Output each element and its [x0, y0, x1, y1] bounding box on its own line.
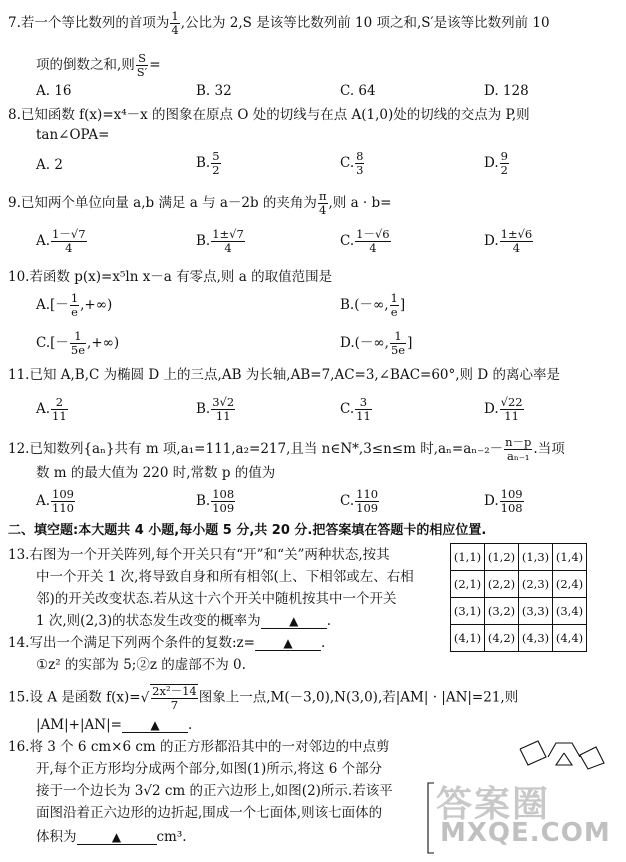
q11-option-c	[340, 396, 373, 423]
q15-frac	[150, 684, 198, 712]
grid-cell: (4,1)	[451, 625, 485, 652]
q10-b-frac	[390, 292, 399, 319]
q8-b-frac	[211, 150, 220, 177]
q14-line2: ①z² 的实部为 5;②z 的虚部不为 0.	[36, 657, 246, 673]
q12-b-num: 108	[212, 487, 235, 501]
q12-frac-num: n－p	[505, 435, 532, 449]
fig-piece	[580, 747, 604, 769]
q13-end: .	[326, 613, 331, 629]
grid-row	[451, 571, 587, 598]
q10-c-pre: C.[－	[36, 335, 69, 351]
grid-cell: (4,2)	[485, 625, 519, 652]
q8-c-label: C.	[340, 155, 355, 171]
q11-c-num: 3	[355, 396, 372, 410]
q12-d-frac	[500, 488, 524, 515]
q9-frac-num: π	[318, 189, 327, 203]
q8-b-num: 5	[212, 149, 220, 163]
triangle-icon: ▲	[150, 718, 160, 732]
q13-line1: 13.右图为一个开关阵列,每个开关只有“开”和“关”两种状态,按其	[8, 547, 390, 563]
q11-c-den: 11	[356, 409, 371, 423]
q10-c-den: 5e	[70, 343, 86, 357]
q7-option-a: A. 16	[36, 83, 72, 99]
q9-text-b: ,则 a · b=	[328, 195, 392, 211]
q9-line1	[8, 190, 391, 217]
q10-d-pre: D.(－∞,	[340, 335, 389, 351]
grid-cell: (2,3)	[519, 571, 553, 598]
q11-d-den: 11	[504, 409, 519, 423]
q12-a-den: 110	[52, 501, 74, 515]
q12-c-frac	[355, 488, 379, 515]
q11-option-a	[36, 396, 69, 423]
q7-option-c: C. 64	[340, 83, 376, 99]
q9-option-d	[484, 228, 534, 255]
q14-text-a: 14.写出一个满足下列两个条件的复数:z=	[8, 635, 255, 651]
q12-a-frac	[51, 488, 75, 515]
q10-c-post: ,+∞)	[87, 335, 120, 351]
q12-a-label: A.	[36, 493, 51, 509]
q9-d-label: D.	[484, 233, 499, 249]
q12-line1	[8, 436, 565, 463]
q10-a-frac	[70, 292, 79, 319]
q10-a-pre: A.[－	[36, 297, 69, 313]
q14-answer-blank[interactable]	[255, 636, 321, 651]
q9-c-num: 1－√6	[356, 227, 390, 241]
q10-line1: 10.若函数 p(x)=x⁵ln x－a 有零点,则 a 的取值范围是	[8, 269, 333, 285]
q9-c-den: 4	[369, 241, 377, 255]
q7-frac1-den: 4	[171, 23, 179, 37]
q11-b-den: 11	[215, 409, 231, 423]
fig-piece	[520, 741, 546, 765]
q9-c-frac	[355, 228, 390, 255]
q7-frac2-num: S	[136, 52, 149, 66]
q10-option-a	[36, 292, 112, 319]
switch-grid	[450, 543, 587, 652]
q11-b-frac	[211, 396, 235, 423]
q12-option-a	[36, 488, 76, 515]
q13-line2: 中一个开关 1 次,将导致自身和所有相邻(上、下相邻或左、右相	[36, 569, 414, 585]
q11-d-frac	[500, 396, 524, 423]
q8-c-num: 8	[356, 149, 364, 163]
q9-a-frac	[51, 228, 86, 255]
q9-a-label: A.	[36, 233, 51, 249]
grid-cell: (1,1)	[451, 544, 485, 571]
q11-d-num: √22	[500, 395, 523, 409]
q12-a-num: 109	[52, 487, 74, 501]
q13-text-d: 1 次,则(2,3)的状态发生改变的概率为	[36, 613, 261, 629]
q7-text-d: =	[149, 57, 161, 73]
q8-b-label: B.	[196, 155, 211, 171]
q15-text-b: 图象上一点,M(－3,0),N(3,0),若|AM| · |AN|=21,则	[198, 689, 519, 706]
q8-c-den: 3	[356, 163, 364, 177]
q8-c-frac	[355, 150, 364, 177]
q11-d-label: D.	[484, 401, 499, 417]
grid-cell: (1,3)	[519, 544, 553, 571]
q11-option-b	[196, 396, 236, 423]
q12-c-num: 110	[356, 487, 379, 501]
q12-b-frac	[211, 488, 235, 515]
grid-row	[451, 598, 587, 625]
q10-a-num: 1	[70, 291, 79, 305]
grid-row	[451, 544, 587, 571]
q12-b-den: 109	[212, 501, 235, 515]
q16-line5	[36, 828, 187, 846]
q7-line1	[8, 10, 550, 37]
q9-b-den: 4	[224, 241, 232, 255]
q10-option-d	[340, 330, 412, 357]
q15-line1	[8, 684, 518, 712]
q9-a-num: 1－√7	[52, 227, 86, 241]
grid-cell: (1,2)	[485, 544, 519, 571]
q16-line1: 16.将 3 个 6 cm×6 cm 的正方形都沿其中的一对邻边的中点剪	[8, 739, 390, 755]
q15-line2	[36, 716, 192, 734]
grid-cell: (4,4)	[553, 625, 587, 652]
grid-cell: (3,1)	[451, 598, 485, 625]
q7-text-c: 项的倒数之和,则	[36, 57, 135, 73]
q16-text-e: 体积为	[36, 829, 77, 845]
q15-text-a: 15.设 A 是函数 f(x)=	[8, 689, 141, 706]
q10-d-frac	[390, 330, 406, 357]
q7-text-a: 7.若一个等比数列的首项为	[8, 15, 170, 31]
q15-answer-blank[interactable]	[122, 718, 188, 733]
q9-frac	[318, 190, 328, 217]
q16-line3: 接于一个边长为 3√2 cm 的正六边形上,如图(2)所示.若该平	[36, 783, 393, 799]
q11-a-num: 2	[51, 396, 68, 410]
q9-text-a: 9.已知两个单位向量 a,b 满足 a 与 a－2b 的夹角为	[8, 195, 317, 211]
q11-c-label: C.	[340, 401, 355, 417]
q10-b-num: 1	[390, 291, 398, 305]
q8-d-num: 9	[500, 149, 508, 163]
q8-d-frac	[500, 150, 509, 177]
q10-b-pre: B.(－∞,	[340, 297, 389, 313]
q7-frac1	[170, 10, 179, 37]
q12-frac-den: aₙ₋₁	[507, 449, 530, 463]
q8-b-den: 2	[212, 163, 220, 177]
q16-answer-blank[interactable]	[77, 830, 157, 845]
q8-option-a: A. 2	[36, 157, 63, 173]
q9-b-frac	[211, 228, 245, 255]
q7-frac2-den: S′	[136, 65, 148, 79]
section-title: 二、填空题:本大题共 4 小题,每小题 5 分,共 20 分.把答案填在答题卡的相应位置.	[8, 523, 487, 538]
q8-option-c	[340, 150, 365, 177]
grid-cell: (2,1)	[451, 571, 485, 598]
q7-text-b: ,公比为 2,S 是该等比数列前 10 项之和,S′是该等比数列前 10	[180, 15, 550, 31]
q15-frac-den: 7	[170, 698, 179, 712]
q10-a-post: ,+∞)	[80, 297, 113, 313]
q9-option-a	[36, 228, 88, 255]
q16-text-f: cm³.	[156, 829, 187, 845]
q12-d-den: 108	[500, 501, 523, 515]
q15-end: .	[187, 717, 193, 733]
q11-b-label: B.	[196, 401, 211, 417]
grid-row	[451, 625, 587, 652]
q9-d-frac	[500, 228, 534, 255]
q9-d-num: 1±√6	[500, 227, 533, 241]
q11-line1: 11.已知 A,B,C 为椭圆 D 上的三点,AB 为长轴,AB=7,AC=3,∠BAC=60°,则 D 的离心率是	[8, 367, 560, 383]
grid-cell: (3,3)	[519, 598, 553, 625]
q9-b-label: B.	[196, 233, 211, 249]
grid-cell: (2,2)	[485, 571, 519, 598]
q7-option-b: B. 32	[196, 83, 232, 99]
q9-option-c	[340, 228, 392, 255]
q12-frac	[504, 436, 532, 463]
q13-line4	[36, 612, 331, 630]
q10-b-post: ]	[399, 297, 406, 313]
q10-option-c	[36, 330, 119, 357]
q11-a-frac	[51, 396, 68, 423]
q12-option-c	[340, 488, 380, 515]
q11-b-num: 3√2	[212, 395, 235, 409]
q8-option-b	[196, 150, 222, 177]
q10-b-den: e	[390, 305, 398, 319]
q7-line2	[36, 52, 161, 79]
q8-line1: 8.已知函数 f(x)=x⁴－x 的图象在原点 O 处的切线与在点 A(1,0)处的切线的交点为 P,则	[8, 107, 530, 123]
q12-c-den: 109	[356, 501, 379, 515]
q10-c-frac	[70, 330, 86, 357]
q12-d-label: D.	[484, 493, 499, 509]
q10-d-den: 5e	[390, 343, 406, 357]
q7-frac2	[136, 52, 149, 79]
q14-end: .	[320, 635, 326, 651]
triangle-icon: ▲	[283, 636, 293, 650]
q9-c-label: C.	[340, 233, 355, 249]
q15-text-c: |AM|+|AN|=	[36, 717, 122, 733]
q16-line4: 面图沿着正六边形的边折起,围成一个七面体,则该七面体的	[36, 805, 383, 821]
q15-frac-num: 2x²－14	[152, 684, 197, 698]
q10-d-post: ]	[407, 335, 413, 351]
q14-line1	[8, 634, 325, 652]
grid-cell: (1,4)	[553, 544, 587, 571]
q9-frac-den: 4	[319, 203, 327, 217]
fig-piece	[548, 743, 580, 757]
q16-line2: 开,每个正方形均分成两个部分,如图(1)所示,将这 6 个部分	[36, 761, 383, 777]
sqrt-sign: √	[140, 690, 150, 706]
triangle-icon: ▲	[289, 614, 299, 628]
q12-option-b	[196, 488, 236, 515]
q11-option-d	[484, 396, 525, 423]
q9-b-num: 1±√7	[212, 227, 244, 241]
q11-c-frac	[355, 396, 372, 423]
grid-cell: (2,4)	[553, 571, 587, 598]
grid-cell: (3,2)	[485, 598, 519, 625]
q11-a-den: 11	[52, 409, 67, 423]
q10-option-b	[340, 292, 405, 319]
q12-line2: 数 m 的最大值为 220 时,常数 p 的值为	[36, 465, 276, 481]
q8-d-den: 2	[500, 163, 508, 177]
q13-line3: 邻)的开关改变状态.若从这十六个开关中随机按其中一个开关	[36, 591, 397, 607]
q13-answer-blank[interactable]	[261, 614, 327, 629]
q12-text-b: .当项	[533, 441, 565, 457]
watermark-url: MXQE.COM	[440, 818, 611, 848]
fig-piece	[556, 753, 572, 765]
q9-option-b	[196, 228, 246, 255]
fig-bracket	[428, 783, 434, 853]
q8-d-label: D.	[484, 155, 499, 171]
q12-b-label: B.	[196, 493, 211, 509]
q12-option-d	[484, 488, 525, 515]
watermark-logo: 答案圈	[436, 784, 551, 825]
q10-d-num: 1	[390, 330, 406, 344]
q12-c-label: C.	[340, 493, 355, 509]
grid-cell: (3,4)	[553, 598, 587, 625]
q7-frac1-num: 1	[171, 9, 179, 23]
q10-c-num: 1	[70, 330, 86, 344]
q12-d-num: 109	[500, 487, 523, 501]
grid-cell: (4,3)	[519, 625, 553, 652]
q7-option-d: D. 128	[484, 83, 529, 99]
q11-a-label: A.	[36, 401, 51, 417]
q12-text-a: 12.已知数列{aₙ}共有 m 项,a₁=111,a₂=217,且当 n∈N*,3≤n≤m 时,aₙ=aₙ₋₂－	[8, 441, 504, 457]
triangle-icon: ▲	[111, 830, 122, 844]
q9-a-den: 4	[65, 241, 73, 255]
q8-line2: tan∠OPA=	[36, 127, 110, 143]
q9-d-den: 4	[512, 241, 521, 255]
q8-option-d	[484, 150, 510, 177]
q10-a-den: e	[71, 305, 78, 319]
